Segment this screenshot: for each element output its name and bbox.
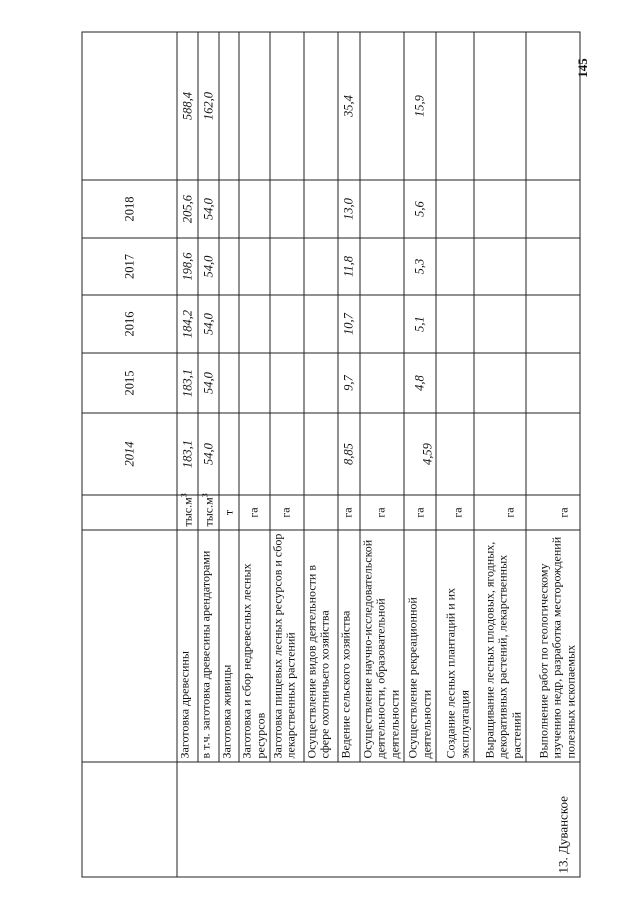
row-label: Заготовка пищевых лесных ресурсов и сбор лекарственных растений: [270, 530, 304, 762]
value-cell-2015: 54,0: [198, 353, 219, 413]
rotated-table-stage: [82, 32, 578, 877]
value-cell-2016: [270, 295, 304, 353]
unit-text: га: [556, 507, 571, 518]
year-header-2016: 2016: [82, 295, 177, 353]
value-cell-2016: [474, 295, 526, 353]
row-label: Осуществление видов деятельности в сфере охотничьего хозяйства: [304, 530, 338, 762]
row-unit: [474, 495, 526, 530]
unit-text: га: [340, 507, 355, 518]
row-label: Заготовка живицы: [219, 530, 239, 762]
row-unit: [239, 495, 270, 530]
value-cell-2018: 13,0: [338, 180, 360, 238]
header-row: [82, 32, 177, 877]
value-cell-2014: [219, 413, 239, 495]
value-cell-2017: 11,8: [338, 238, 360, 295]
value-cell-2014: [526, 413, 580, 495]
value-cell-2017: [304, 238, 338, 295]
value-cell-2018: [436, 180, 474, 238]
value-cell-2016: [239, 295, 270, 353]
year-header-2015: 2015: [82, 353, 177, 413]
table-row: [436, 32, 474, 877]
table-row: [304, 32, 338, 877]
value-cell-2016: 54,0: [198, 295, 219, 353]
row-unit: [526, 495, 580, 530]
unit-text: тыс.м: [180, 497, 195, 527]
unit-text: га: [278, 507, 293, 518]
table-row: [404, 32, 436, 877]
row-unit: [177, 495, 198, 530]
value-cell-2018: [219, 180, 239, 238]
value-cell-2015: [304, 353, 338, 413]
value-cell-2017: [270, 238, 304, 295]
value-cell-2017: 54,0: [198, 238, 219, 295]
year-header-2014: 2014: [82, 413, 177, 495]
value-cell-2018: 205,6: [177, 180, 198, 238]
table-row: [198, 32, 219, 877]
table-row: [239, 32, 270, 877]
value-cell-2015: 183,1: [177, 353, 198, 413]
value-cell-total: [436, 32, 474, 180]
year-header-2017: 2017: [82, 238, 177, 295]
value-cell-2014: [239, 413, 270, 495]
value-cell-2015: [219, 353, 239, 413]
value-cell-2014: [304, 413, 338, 495]
unit-text: га: [373, 507, 388, 518]
value-cell-total: 588,4: [177, 32, 198, 180]
row-label: Осуществление рекреационной деятельности: [404, 530, 436, 762]
value-cell-2015: 9,7: [338, 353, 360, 413]
value-cell-2017: [239, 238, 270, 295]
value-cell-2016: [360, 295, 404, 353]
row-unit: [270, 495, 304, 530]
value-cell-2015: [239, 353, 270, 413]
value-cell-2016: 10,7: [338, 295, 360, 353]
row-unit: [198, 495, 219, 530]
row-unit: [219, 495, 239, 530]
table-row: [177, 32, 198, 877]
value-cell-2017: 5,3: [404, 238, 436, 295]
value-cell-2018: [239, 180, 270, 238]
value-cell-2014: [270, 413, 304, 495]
value-cell-total: [239, 32, 270, 180]
value-cell-2017: 198,6: [177, 238, 198, 295]
unit-superscript: 3: [179, 493, 189, 498]
value-cell-total: [360, 32, 404, 180]
header-empty-unit: [82, 495, 177, 530]
value-cell-2016: [526, 295, 580, 353]
value-cell-total: 15,9: [404, 32, 436, 180]
value-cell-2016: 5,1: [404, 295, 436, 353]
value-cell-total: [474, 32, 526, 180]
row-unit: [304, 495, 338, 530]
region-name: 13. Дуванское: [177, 762, 580, 877]
value-cell-2014: [360, 413, 404, 495]
header-empty-region: [82, 762, 177, 877]
unit-superscript: 3: [200, 493, 210, 498]
value-cell-2014: 8,85: [338, 413, 360, 495]
row-label: Ведение сельского хозяйства: [338, 530, 360, 762]
row-label: Выполнение работ по геологическому изучению недр, разработка месторождений полезных ископаемых: [526, 530, 580, 762]
value-cell-2017: [474, 238, 526, 295]
value-cell-2014: 4,59: [404, 413, 436, 495]
unit-text: т: [221, 509, 236, 516]
value-cell-2018: 54,0: [198, 180, 219, 238]
unit-text: тыс.м: [201, 497, 216, 527]
value-cell-2016: 184,2: [177, 295, 198, 353]
row-unit: [360, 495, 404, 530]
value-cell-2015: [474, 353, 526, 413]
unit-text: га: [246, 507, 261, 518]
value-cell-2018: [474, 180, 526, 238]
value-cell-2018: 5,6: [404, 180, 436, 238]
value-cell-2018: [304, 180, 338, 238]
header-empty-label: [82, 530, 177, 762]
row-label: в т.ч. заготовка древесины арендаторами: [198, 530, 219, 762]
row-unit: [338, 495, 360, 530]
value-cell-2016: [436, 295, 474, 353]
value-cell-2018: [360, 180, 404, 238]
value-cell-2014: 183,1: [177, 413, 198, 495]
value-cell-2017: [436, 238, 474, 295]
page-number: 145: [575, 58, 590, 78]
value-cell-2018: [526, 180, 580, 238]
row-unit: [436, 495, 474, 530]
row-label: Заготовка и сбор недревесных лесных ресурсов: [239, 530, 270, 762]
value-cell-2015: [360, 353, 404, 413]
value-cell-2015: [526, 353, 580, 413]
value-cell-total: 162,0: [198, 32, 219, 180]
year-header-2018: 2018: [82, 180, 177, 238]
value-cell-2014: 54,0: [198, 413, 219, 495]
value-cell-2014: [436, 413, 474, 495]
year-header-total: [82, 32, 177, 180]
row-unit: [404, 495, 436, 530]
value-cell-2015: 4,8: [404, 353, 436, 413]
row-label: Осуществление научно-исследовательской деятельности, образовательной деятельности: [360, 530, 404, 762]
unit-text: га: [450, 507, 465, 518]
value-cell-2016: [219, 295, 239, 353]
table-row: [360, 32, 404, 877]
row-label: Создание лесных плантаций и их эксплуатация: [436, 530, 474, 762]
value-cell-2015: [436, 353, 474, 413]
table-row: [526, 32, 580, 877]
value-cell-total: 35,4: [338, 32, 360, 180]
value-cell-total: [219, 32, 239, 180]
value-cell-2015: [270, 353, 304, 413]
value-cell-2016: [304, 295, 338, 353]
value-cell-2017: [219, 238, 239, 295]
value-cell-total: [270, 32, 304, 180]
value-cell-2014: [474, 413, 526, 495]
table-row: [338, 32, 360, 877]
value-cell-2017: [526, 238, 580, 295]
unit-text: га: [412, 507, 427, 518]
table-row: [219, 32, 239, 877]
unit-text: га: [502, 507, 517, 518]
row-label: Заготовка древесины: [177, 530, 198, 762]
value-cell-2018: [270, 180, 304, 238]
forest-use-table: [82, 32, 581, 878]
row-label: Выращивание лесных плодовых, ягодных, декоративных растений, лекарственных растений: [474, 530, 526, 762]
table-row: [474, 32, 526, 877]
rotated-table-wrapper: [82, 33, 578, 878]
table-row: [270, 32, 304, 877]
value-cell-total: [304, 32, 338, 180]
value-cell-total: [526, 32, 580, 180]
value-cell-2017: [360, 238, 404, 295]
